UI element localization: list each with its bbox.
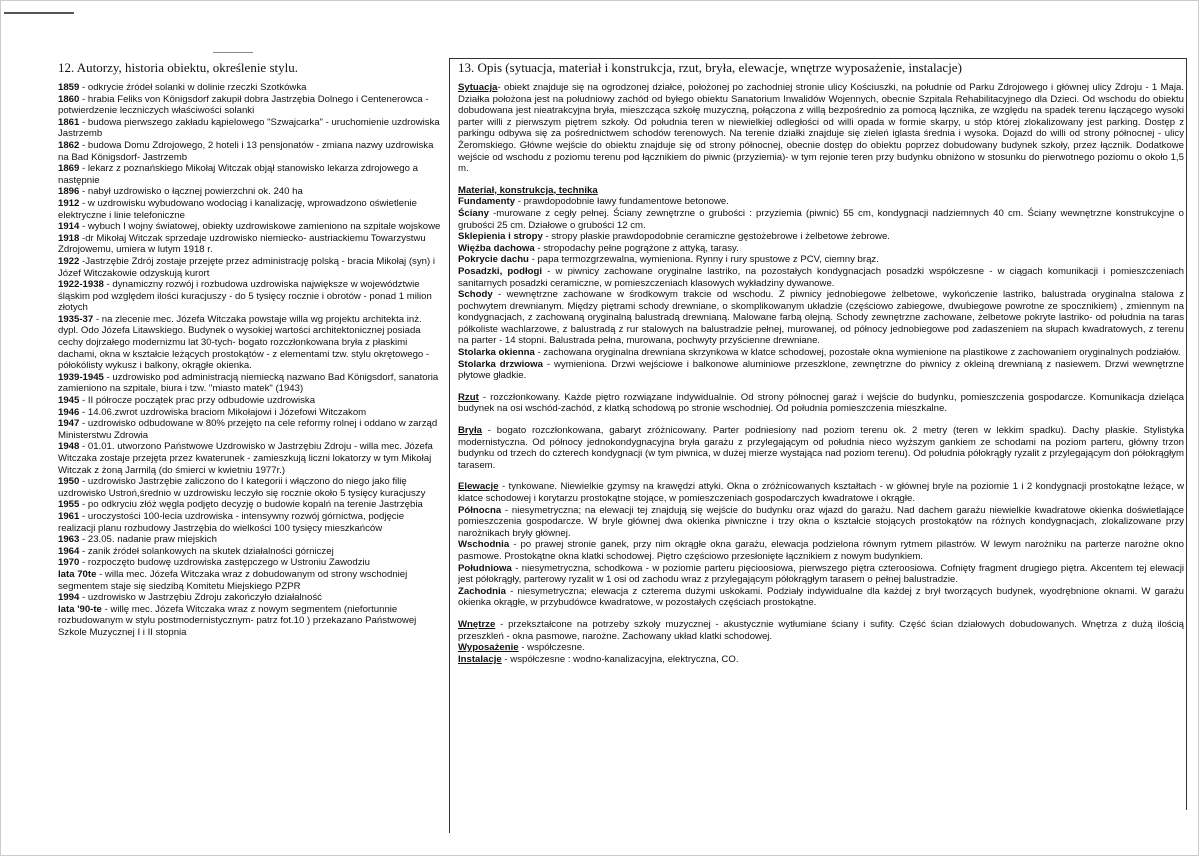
wyposazenie-paragraph: [458, 642, 1184, 654]
wnetrze-text: - przekształcone na potrzeby szkoły muzycznej - akustycznie wytłumiane ściany i sufity. Część ścian działowych dobudowanych. Wnętrza z dużą ilością przeszkleń - okna pasmowe, narożne. Zachowany układ klatki schodowej.: [458, 618, 1184, 642]
history-entry-label: 1970: [58, 557, 80, 569]
elevation-entry-text: - niesymetryczna, schodkowa - w poziomie parteru pięcioosiowa, pierwszego piętra czteroosiowa. Cofnięty fragment drugiego piętra. Akcentem tej elewacji jest półokrągły, parterowy ryzalit w 1 osi od zachodu wraz z przylegającym półokrągłym tarasem o pełnej balustradzie.: [458, 562, 1184, 586]
history-entry-text: - budowa pierwszego zakładu kąpielowego "Szwajcarka" - uruchomienie uzdrowiska Jastrzemb: [58, 116, 440, 140]
history-entry-text: - zanik źródeł solankowych na skutek działalności górniczej: [79, 545, 334, 557]
elewacje-label: Elewacje: [458, 481, 499, 493]
history-entry: [58, 372, 443, 395]
history-entry-label: 1939-1945: [58, 371, 104, 383]
history-entry-text: - budowa Domu Zdrojowego, 2 hoteli i 13 pensjonatów - zmiana nazwy uzdrowiska na Bad Königsdorf- Jastrzemb: [58, 139, 434, 163]
history-entry-text: - 01.01. utworzono Państwowe Uzdrowisko w Jastrzębiu Zdroju - willa mec. Józefa Witczaka zostaje przejęta przez kwaterunek - zamieszkują liczni lokatorzy w tym Mikołaj Witczak z żoną Jarmilą (do śmierci w kwietniu 1977r.): [58, 441, 433, 476]
history-entry-label: 1963: [58, 534, 80, 546]
material-list: [458, 196, 1184, 382]
history-entry: [58, 82, 443, 94]
material-entry-text: -murowane z cegły pełnej. Ściany zewnętrzne o grubości : przyziemia (piwnic) 55 cm, kondygnacji nadziemnych 40 cm. Ściany wewnętrzne konstrukcyjne o grubości 25 cm. Działowe o grubości 12 cm.: [458, 207, 1184, 231]
history-entry: [58, 198, 443, 221]
sytuacja-text: - obiekt znajduje się na ogrodzonej działce, położonej po zachodniej stronie ulicy Kościuszki, na południe od Parku Zdrojowego i głównej ulicy Zdroju - 1 Maja. Działka położona jest na południowy zachód od byłego obiektu Sanatorium Inwalidów Wojennych, obecnie Szpitala Rehabilitacyjnego dla Dzieci. Od wschodu do obiektu dobudowana jest nieatrakcyjna bryła, mieszcząca szkołę muzyczną, połączona z willą bezpośrednio za pomocą łącznika, ze względu na spadek terenu łączącego wysoki parter willi z pierwszym piętrem szkoły. Od południa teren w niewielkiej odległości od willi opada w formie skarpy, u stóp której zlokalizowany jest parking. Dostęp z parkingu odbywa się za pośrednictwem schodów terenowych. Na terenie działki znajduje się zieleń iglasta średnia i wysoka. Dojazd do willi od strony północnej - ulicy Żeromskiego. Główne wejście do obiektu znajduje się od strony północnej, obecnie dostęp do obiektu poprzez dobudowany budynek szkoły, przez łącznik. Dodatkowe wejście od wschodu z poziomu terenu pod łącznikiem do piwnic (przyziemia)- w tym rejonie teren przy budynku obniżono w stosunku do pierwotnego poziomu o około 1,5 m.: [458, 82, 1184, 175]
history-entry-text: - rozpoczęto budowę uzdrowiska zastępczego w Ustroniu Zawodziu: [79, 557, 370, 569]
material-entry: [458, 266, 1184, 289]
instalacje-paragraph: [458, 654, 1184, 666]
history-entry: [58, 557, 443, 569]
wnetrze-paragraph: [458, 619, 1184, 642]
history-entry: [58, 569, 443, 592]
wyposazenie-label: Wyposażenie: [458, 642, 519, 654]
frame-line: [450, 58, 1187, 59]
history-entry: [58, 534, 443, 546]
history-entry: [58, 476, 443, 499]
history-entry-label: 1964: [58, 545, 80, 557]
rzut-label: Rzut: [458, 391, 479, 403]
history-entry-label: 1935-37: [58, 313, 94, 325]
material-entry-label: Ściany: [458, 207, 489, 219]
instalacje-label: Instalacje: [458, 653, 502, 665]
material-entry-text: - prawdopodobnie ławy fundamentowe betonowe.: [515, 196, 729, 208]
history-entry-label: 1955: [58, 499, 80, 511]
material-entry: [458, 208, 1184, 231]
history-entry-label: 1947: [58, 418, 80, 430]
history-entry: [58, 314, 443, 372]
material-entry-label: Stolarka drzwiowa: [458, 358, 543, 370]
material-entry: [458, 254, 1184, 266]
history-entry-label: lata '90-te: [58, 603, 102, 615]
history-entry: [58, 256, 443, 279]
history-entry-label: 1912: [58, 197, 80, 209]
wnetrze-section: [458, 619, 1184, 665]
history-entry-label: 1914: [58, 221, 80, 233]
bryla-paragraph: [458, 425, 1184, 471]
wnetrze-label: Wnętrze: [458, 618, 496, 630]
material-entry-label: Pokrycie dachu: [458, 254, 529, 266]
elevation-entry-label: Północna: [458, 504, 502, 516]
material-entry: [458, 289, 1184, 347]
description-body: [458, 82, 1184, 665]
history-entry-text: - 23.05. nadanie praw miejskich: [79, 534, 217, 546]
material-heading: Materiał, konstrukcja, technika: [458, 184, 598, 196]
history-entry-label: 1994: [58, 592, 80, 604]
elewacje-list: [458, 505, 1184, 609]
sytuacja-label: Sytuacja: [458, 82, 498, 93]
history-entry-label: 1922: [58, 255, 80, 267]
history-entry-text: - nabył uzdrowisko o łącznej powierzchni ok. 240 ha: [79, 186, 303, 198]
wyposazenie-text: - współczesne.: [518, 642, 585, 654]
material-entry: [458, 243, 1184, 255]
material-entry-label: Stolarka okienna: [458, 347, 535, 359]
material-entry-label: Posadzki, podłogi: [458, 265, 543, 277]
history-entry-text: - na zlecenie mec. Józefa Witczaka powstaje willa wg projektu architekta inż. dypl. Odo Józefa Litawskiego. Budynek o wysokiej wartości architektonicznej posiada cechy dojrzałego modernizmu lat 30-tych- bogato rozczłonkowana bryła z płaskimi dachami, okna w kształcie leżących prostokątów - z elementami tzw. stylu okrętowego - półokólisty wykusz i balkony, okrągłe okienka.: [58, 313, 430, 372]
section-13-heading: 13. Opis (sytuacja, materiał i konstrukcja, rzut, bryła, elewacje, wnętrze wyposażenie, instalacje): [458, 60, 962, 75]
history-entry-label: 1950: [58, 476, 80, 488]
rzut-paragraph: [458, 392, 1184, 415]
elevation-entry-text: - po prawej stronie ganek, przy nim okrągłe okna garażu, elewacja podzielona równym rytmem pilastrów. W lewym narożniku na parterze narożne okno pasmowe. Prostokątne okna klatki schodowej. Piętro częściowo przesłonięte łącznikiem z nowym budynkiem.: [458, 539, 1184, 562]
bryla-label: Bryła: [458, 425, 482, 437]
material-entry-text: - stropodachy pełne pogrążone z attyką, tarasy.: [534, 242, 739, 254]
history-entry-text: - w uzdrowisku wybudowano wodociąg i kanalizację, wprowadzono oświetlenie elektryczne i linie telefoniczne: [58, 197, 417, 221]
history-entry-label: 1860: [58, 93, 80, 105]
history-entry-text: - odkrycie źródeł solanki w dolinie rzeczki Szotkówka: [79, 82, 307, 93]
history-entry-label: 1918: [58, 232, 80, 244]
history-entry: [58, 279, 443, 314]
history-entry-text: - uzdrowisko pod administracją niemiecką nazwano Bad Königsdorf, sanatoria zamieniono na szpitale, biura i tzw. "miasto matek" (1943): [58, 371, 439, 395]
history-entry: [58, 511, 443, 534]
history-entry: [58, 163, 443, 186]
description-column: [458, 60, 1184, 830]
material-entry-text: - zachowana oryginalna drewniana skrzynkowa w klatce schodowej, pozostałe okna wymienione na plastikowe z zachowaniem oryginalnych podziałów.: [534, 347, 1181, 359]
history-entry-label: 1945: [58, 395, 80, 407]
material-entry: [458, 196, 1184, 208]
frame-line: [1186, 58, 1187, 810]
elevation-entry-text: - niesymetryczna; elewacja z czterema dużymi uskokami. Podziały indywidualne dla każdej z brył tworzących budynek, wyodrębnione oknami. W garażu okienka okrągłe, w przybudówce kwadratowe, w pozostałych częściach prostokątne.: [458, 585, 1184, 609]
history-entry: [58, 233, 443, 256]
history-entry-text: - uzdrowisko w Jastrzębiu Zdroju zakończyło działalność: [79, 592, 322, 604]
column-divider: [449, 58, 450, 833]
history-entry-text: - willa mec. Józefa Witczaka wraz z dobudowanym od strony wschodniej segmentem staje się siedzibą Komitetu Miejskiego PZPR: [58, 568, 408, 592]
history-entry-text: - II półrocze początek prac przy odbudowie uzdrowiska: [79, 395, 316, 407]
section-12-heading: 12. Autorzy, historia obiektu, określenie stylu.: [58, 60, 298, 75]
material-entry: [458, 347, 1184, 359]
material-entry-label: Schody: [458, 289, 493, 301]
material-entry-label: Fundamenty: [458, 196, 516, 208]
scan-artifact: [4, 12, 74, 14]
elevation-entry: [458, 563, 1184, 586]
history-entry-text: - willę mec. Józefa Witczaka wraz z nowym segmentem (niefortunnie rozbudowanym w stylu postmodernistycznym- patrz fot.10 ) przekazano Państwowej Szkole Muzycznej I i II stopnia: [58, 603, 417, 638]
material-entry-text: - w piwnicy zachowane oryginalne lastriko, na pozostałych kondygnacjach posadzki współczesne - w ciągach komunikacji i pomieszczeniach sanitarnych posadzki ceramiczne, w pomieszczeniach klasowych wykładziny dywanowe.: [458, 265, 1184, 289]
history-entry-label: 1861: [58, 116, 80, 128]
scan-artifact: [213, 52, 253, 53]
material-entry-text: - stropy płaskie prawdopodobnie ceramiczne gęstożebrowe i żelbetowe żebrowe.: [542, 231, 890, 243]
elevation-entry: [458, 586, 1184, 609]
history-entry-text: -Jastrzębie Zdrój zostaje przejęte przez administrację polską - bracia Mikołaj (syn) i Józef Witczakowie odzyskują kurort: [58, 255, 435, 279]
elevation-entry: [458, 505, 1184, 540]
material-entry-label: Więźba dachowa: [458, 242, 535, 254]
history-entry: [58, 221, 443, 233]
history-entry-label: 1859: [58, 82, 80, 93]
sytuacja-paragraph: [458, 82, 1184, 175]
material-entry: [458, 231, 1184, 243]
material-section: [458, 185, 1184, 382]
history-entry-text: - uzdrowisko odbudowane w 80% przejęto na cele reformy rolnej i oddano w zarząd Ministerstwu Zdrowia: [58, 418, 438, 441]
history-entry: [58, 499, 443, 511]
history-column: [58, 60, 443, 830]
elevation-entry-label: Zachodnia: [458, 585, 506, 597]
history-entry-text: - uroczystości 100-lecia uzdrowiska - intensywny rozwój górnictwa, podjęcie realizacji planu rozbudowy Jastrzębia do wielkości 100 tysięcy mieszkańców: [58, 510, 405, 534]
history-entry-label: 1869: [58, 163, 80, 175]
elewacje-text: - tynkowane. Niewielkie gzymsy na krawędzi attyki. Okna o zróżnicowanych kształtach - w głównej bryle na poziomie 1 i 2 kondygnacji prostokątne leżące, w klatce schodowej i korytarzu prostokątne stojące, w pomieszczeniach gospodarczych kwadratowe i okrągłe.: [458, 481, 1184, 504]
history-entry-label: 1946: [58, 406, 80, 418]
history-entry-label: 1961: [58, 510, 80, 522]
history-entry-text: - hrabia Feliks von Königsdorf zakupił dobra Jastrzębia Dolnego i Centenerowca - potwierdzenie leczniczych właściwości solanki: [58, 93, 429, 117]
history-entry-label: 1896: [58, 186, 80, 198]
history-entry: [58, 418, 443, 441]
material-entry-label: Sklepienia i stropy: [458, 231, 543, 243]
history-entry-label: lata 70te: [58, 568, 97, 580]
history-entry-text: - po odkryciu złóż węgla podjęto decyzję o budowie kopalń na terenie Jastrzębia: [79, 499, 423, 511]
rzut-text: - rozczłonkowany. Każde piętro rozwiązane indywidualnie. Od strony północnej garaż i wejście do budynku, pomieszczenia gospodarcze. Komunikacja dzieląca budynek na osi wschód-zachód, z klatką schodową po stronie wschodniej. Od południa pomieszczenia mieszkalne.: [458, 391, 1184, 415]
bryla-text: - bogato rozczłonkowana, gabaryt zróżnicowany. Parter podniesiony nad poziom terenu ok. 2 metry (teren w lekkim spadku). Dachy płaskie. Stylistyka modernistyczna. Od północy jednokondygnacyjna bryła garażu z przylegającym od południa nieco wyższym gankiem ze schodami na poziom parteru, główny trzon budynku od trzech do czterech kondygnacji (w tym piwnica, w dużej mierze wystająca nad poziom terenu). Od południa półokrągły ryzalit z przylegającym doń półokrągłym tarasem.: [458, 425, 1184, 471]
history-entry: [58, 186, 443, 198]
history-entry: [58, 592, 443, 604]
history-entry: [58, 407, 443, 419]
material-entry: [458, 359, 1184, 382]
elewacje-section: [458, 481, 1184, 609]
history-entry-label: 1922-1938: [58, 279, 104, 291]
history-entry: [58, 546, 443, 558]
material-entry-text: - papa termozgrzewalna, wymieniona. Rynny i rury spustowe z PCV, ciemny brąz.: [528, 254, 879, 266]
history-list: [58, 82, 443, 639]
instalacje-text: - współczesne : wodno-kanalizacyjna, elektryczna, CO.: [501, 653, 739, 665]
elevation-entry-label: Południowa: [458, 562, 512, 574]
history-entry-label: 1862: [58, 139, 80, 151]
history-entry-text: -dr Mikołaj Witczak sprzedaje uzdrowisko niemiecko- austriackiemu Towarzystwu Zdrojowemu, umiera w lutym 1918 r.: [58, 232, 426, 256]
history-entry-text: - lekarz z poznańskiego Mikołaj Witczak objął stanowisko lekarza zdrojowego a następnie: [58, 163, 418, 186]
elewacje-paragraph: [458, 481, 1184, 504]
elevation-entry-text: - niesymetryczna; na elewacji tej znajdują się wejście do budynku oraz wjazd do garażu. Nad dachem garażu niewielkie kwadratowe okienka doświetlające pomieszczenia gospodarcze. W bryle głównej dwa okienka piwniczne i trzy okna o kształcie stojących prostokątów na różnych kondygnacjach, zlokalizowane przy narożnikach bryły głównej.: [458, 504, 1184, 539]
history-entry-text: - uzdrowisko Jastrzębie zaliczono do I kategorii i włączono do niego jako filię uzdrowisko Ustroń,średnio w uzdrowisku leczyło się rocznie około 5 tysięcy kuracjuszy: [58, 476, 426, 499]
history-entry-text: - 14.06.zwrot uzdrowiska braciom Mikołajowi i Józefowi Witczakom: [79, 406, 367, 418]
history-entry-text: - wybuch I wojny światowej, obiekty uzdrowiskowe zamieniono na szpitale wojskowe: [79, 221, 441, 233]
elevation-entry: [458, 539, 1184, 562]
history-entry: [58, 604, 443, 639]
history-entry: [58, 140, 443, 163]
elevation-entry-label: Wschodnia: [458, 539, 510, 551]
material-entry-text: - wewnętrzne zachowane w środkowym trakcie od wschodu. Z piwnicy jednobiegowe żelbetowe, wykończenie lastriko, balustrada oryginalna stalowa z pochwytem drewnianym. Między piętrami schody drewniane, o skomplikowanym układzie (częściowo zabiegowe, dwubiegowe powrotne ze spocznikiem) , zmiennym na kondygnacjach, z zachowaną oryginalną balustradą drewnianą. Malowane farbą olejną. Schody zewnętrzne zachowane, żelbetowe pokryte lastriko- od południa na taras półkoliste wachlarzowe, z balustradą z rur stalowych na balustradzie pełnej, murowanej, od północy jednobiegowe pod zadaszeniem na słupach kwadratowych, z terenu na parter - 14 stopni. Balustrada pełna, murowana, pochwyty przyścienne drewniane.: [458, 289, 1184, 347]
history-entry-label: 1948: [58, 441, 80, 453]
history-entry: [58, 441, 443, 476]
history-entry: [58, 117, 443, 140]
history-entry: [58, 94, 443, 117]
material-entry-text: - wymieniona. Drzwi wejściowe i balkonowe aluminiowe przeszklone, zewnętrzne do piwnicy z okleiną drewnianą z nasiewem. Drzwi wewnętrzne płytowe gładkie.: [458, 358, 1184, 382]
history-entry: [58, 395, 443, 407]
history-entry-text: - dynamiczny rozwój i rozbudowa uzdrowiska największe w województwie śląskim pod względem ilości kuracjuszy - do 5 tysięcy rocznie i obrotów - ponad 1 milion złotych: [58, 279, 432, 314]
